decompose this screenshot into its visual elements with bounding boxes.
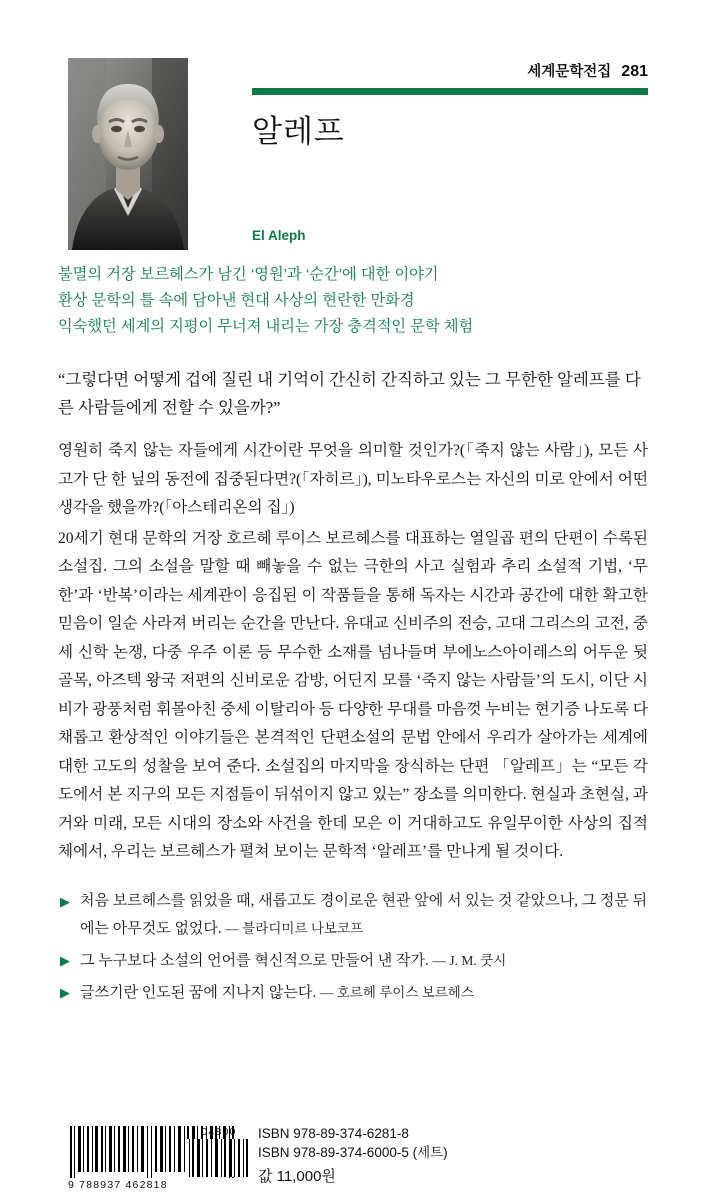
barcode-digits: 9 788937 462818 (68, 1179, 168, 1191)
tagline-1: 불멸의 거장 보르헤스가 남긴 ‘영원’과 ‘순간’에 대한 이야기 (58, 266, 439, 283)
triangle-bullet-icon: ▶ (60, 894, 70, 909)
blurb-text: 처음 보르헤스를 읽었을 때, 새롭고도 경이로운 현관 앞에 서 있는 것 같았으나, 그 정문 뒤에는 아무것도 없었다. (80, 893, 648, 937)
price-label: 값 11,000원 (258, 1168, 336, 1185)
addon-digits: 04800 (201, 1126, 237, 1138)
series-label: 세계문학전집 (527, 64, 612, 80)
series-number: 281 (621, 63, 648, 80)
tagline-3: 익숙했던 세계의 지평이 무너져 내리는 가장 충격적인 문학 체험 (58, 318, 474, 335)
book-title: 알레프 (252, 114, 345, 149)
isbn-block (258, 1124, 448, 1186)
blurb-source: — 호르헤 루이스 보르헤스 (319, 985, 474, 1000)
description-paragraph-2: 20세기 현대 문학의 거장 호르헤 루이스 보르헤스를 대표하는 열일곱 편의 단편이 수록된 소설집. 그의 소설을 말할 때 빼놓을 수 없는 극한의 사고 실험과 추리 소설적 기법, ‘무한’과 ‘반복’이라는 세계관이 응집된 이 작품들을 통해 독자는 시간과 공간에 대한 확고한 믿음이 일순 사라져 버리는 순간을 만난다. 유대교 신비주의 전승, 고대 그리스의 고전, 중세 신학 논쟁, 다중 우주 이론 등 무수한 소재를 넘나들며 부에노스아이레스의 어두운 뒷골목, 아즈텍 왕국 저편의 신비로운 감방, 어딘지 모를 ‘죽지 않는 사람들’의 도시, 이단 시비가 광풍처럼 휘몰아친 중세 이탈리아 등 다양한 무대를 마음껏 누비는 현기증 나도록 다채롭고 환상적인 이야기들은 본격적인 단편소설의 문법 안에서 우리가 살아가는 세계에 대한 고도의 성찰을 보여 준다. 소설집의 마지막을 장식하는 단편 「알레프」는 “모든 각도에서 본 지구의 모든 지점들이 뒤섞이지 않고 있는” 장소를 의미한다. 현실과 초현실, 과거와 미래, 모든 시대의 장소와 사건을 한데 모은 이 거대하고도 유일무이한 사상의 집적체에서, 우리는 보르헤스가 펼쳐 보이는 문학적 ‘알레프’를 만나게 될 것이다. (58, 529, 648, 860)
author-portrait-graphic (68, 58, 188, 250)
blurb-item (58, 888, 653, 943)
green-divider-rule (252, 88, 648, 95)
isbn-barcode-area (0, 1118, 701, 1200)
tagline-2: 환상 문학의 틀 속에 담아낸 현대 사상의 현란한 만화경 (58, 292, 415, 309)
blurb-source: — J. M. 쿳시 (432, 953, 507, 968)
barcode-addon (183, 1126, 255, 1177)
blurb-text: 글쓰기란 인도된 꿈에 지나지 않는다. (80, 985, 317, 1001)
description-paragraph-1: 영원히 죽지 않는 자들에게 시간이란 무엇을 의미할 것인가?(「죽지 않는 사람」), 모든 사고가 단 한 닢의 동전에 집중된다면?(「자히르」), 미노타우로스는 자신의 미로 안에서 어떤 생각을 했을까?(「아스테리온의 집」) (58, 442, 648, 516)
tagline-list (58, 262, 650, 340)
cover-header (0, 0, 701, 270)
description-body (58, 437, 648, 867)
isbn-main: ISBN 978-89-374-6281-8 (258, 1126, 409, 1141)
pull-quote: “그렇다면 어떻게 겁에 질린 내 기억이 간신히 간직하고 있는 그 무한한 알레프를 다른 사람들에게 전할 수 있을까?” (58, 370, 641, 417)
series-line (252, 60, 648, 81)
original-title: El Aleph (252, 228, 306, 243)
blurb-item (58, 979, 653, 1007)
blurb-source: — 블라디미르 나보코프 (225, 921, 364, 936)
blurb-item (58, 947, 653, 975)
triangle-bullet-icon: ▶ (60, 953, 70, 968)
triangle-bullet-icon: ▶ (60, 985, 70, 1000)
blurb-text: 그 누구보다 소설의 언어를 혁신적으로 만들어 낸 작가. (80, 953, 429, 969)
isbn-set: ISBN 978-89-374-6000-5 (세트) (258, 1145, 448, 1160)
author-portrait-photo (68, 58, 188, 250)
addon-bars-graphic (187, 1139, 249, 1177)
blurb-list (58, 888, 653, 1011)
